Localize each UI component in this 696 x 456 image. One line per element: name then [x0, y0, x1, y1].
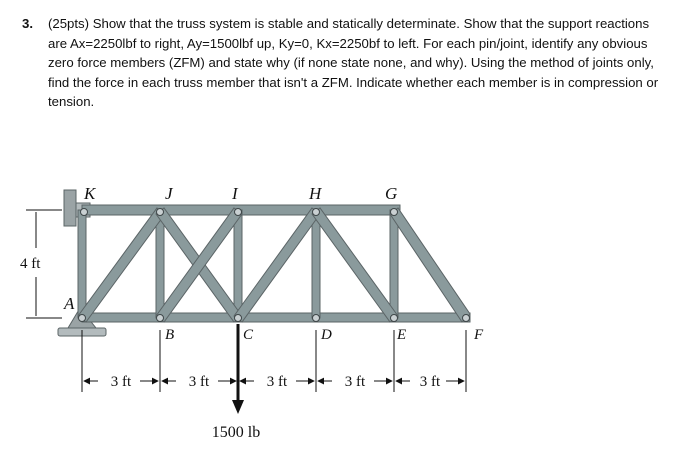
- pin-d: [313, 315, 320, 322]
- member-gf: [390, 208, 470, 322]
- spacing-label-bc: 3 ft: [188, 374, 210, 390]
- spacing-label-de: 3 ft: [344, 374, 366, 390]
- problem-text: (25pts) Show that the truss system is stable and statically determinate. Show that the support reactions are Ax=2250lbf to right, Ay=1500lbf up, Ky=0, Kx=2250bf to left. For each pin/joint, identify any obvious zero force members (ZFM) and state why (if none state none, and why). Using the method of joints only, find the force in each truss member that isn't a ZFM. Indicate whether each member is in compression or tension.: [48, 16, 659, 109]
- spacing-label-ef: 3 ft: [419, 374, 441, 390]
- label-b: B: [165, 327, 175, 343]
- label-g: G: [385, 184, 398, 203]
- label-k: K: [84, 184, 96, 203]
- pin-f: [463, 315, 470, 322]
- member-af: [82, 313, 470, 322]
- height-label: 4 ft: [20, 256, 41, 272]
- pin-b: [157, 315, 164, 322]
- member-ka: [78, 210, 86, 318]
- member-ic: [234, 210, 242, 318]
- pin-e: [391, 315, 398, 322]
- member-ja: [78, 208, 165, 322]
- label-d: D: [321, 327, 332, 343]
- spacing-label-ab: 3 ft: [110, 374, 132, 390]
- member-hd: [312, 210, 320, 318]
- label-c: C: [243, 327, 254, 343]
- spacing-label-cd: 3 ft: [266, 374, 288, 390]
- label-h: H: [309, 184, 322, 203]
- member-ge: [390, 210, 398, 318]
- member-jb: [156, 210, 164, 318]
- label-a: A: [64, 294, 75, 313]
- pin-c: [235, 315, 242, 322]
- label-i: I: [232, 184, 238, 203]
- label-e: E: [397, 327, 407, 343]
- pin-g: [391, 209, 398, 216]
- label-f: F: [474, 327, 484, 343]
- pin-i: [235, 209, 242, 216]
- truss-members: [78, 205, 470, 322]
- problem-number: 3.: [22, 16, 33, 31]
- pin-k: [81, 209, 88, 216]
- label-j: J: [165, 184, 173, 203]
- member-hc: [234, 208, 320, 322]
- pin-h: [313, 209, 320, 216]
- load-label: 1500 lb: [211, 424, 261, 441]
- member-he: [312, 208, 398, 322]
- pin-j: [157, 209, 164, 216]
- pin-a: [79, 315, 86, 322]
